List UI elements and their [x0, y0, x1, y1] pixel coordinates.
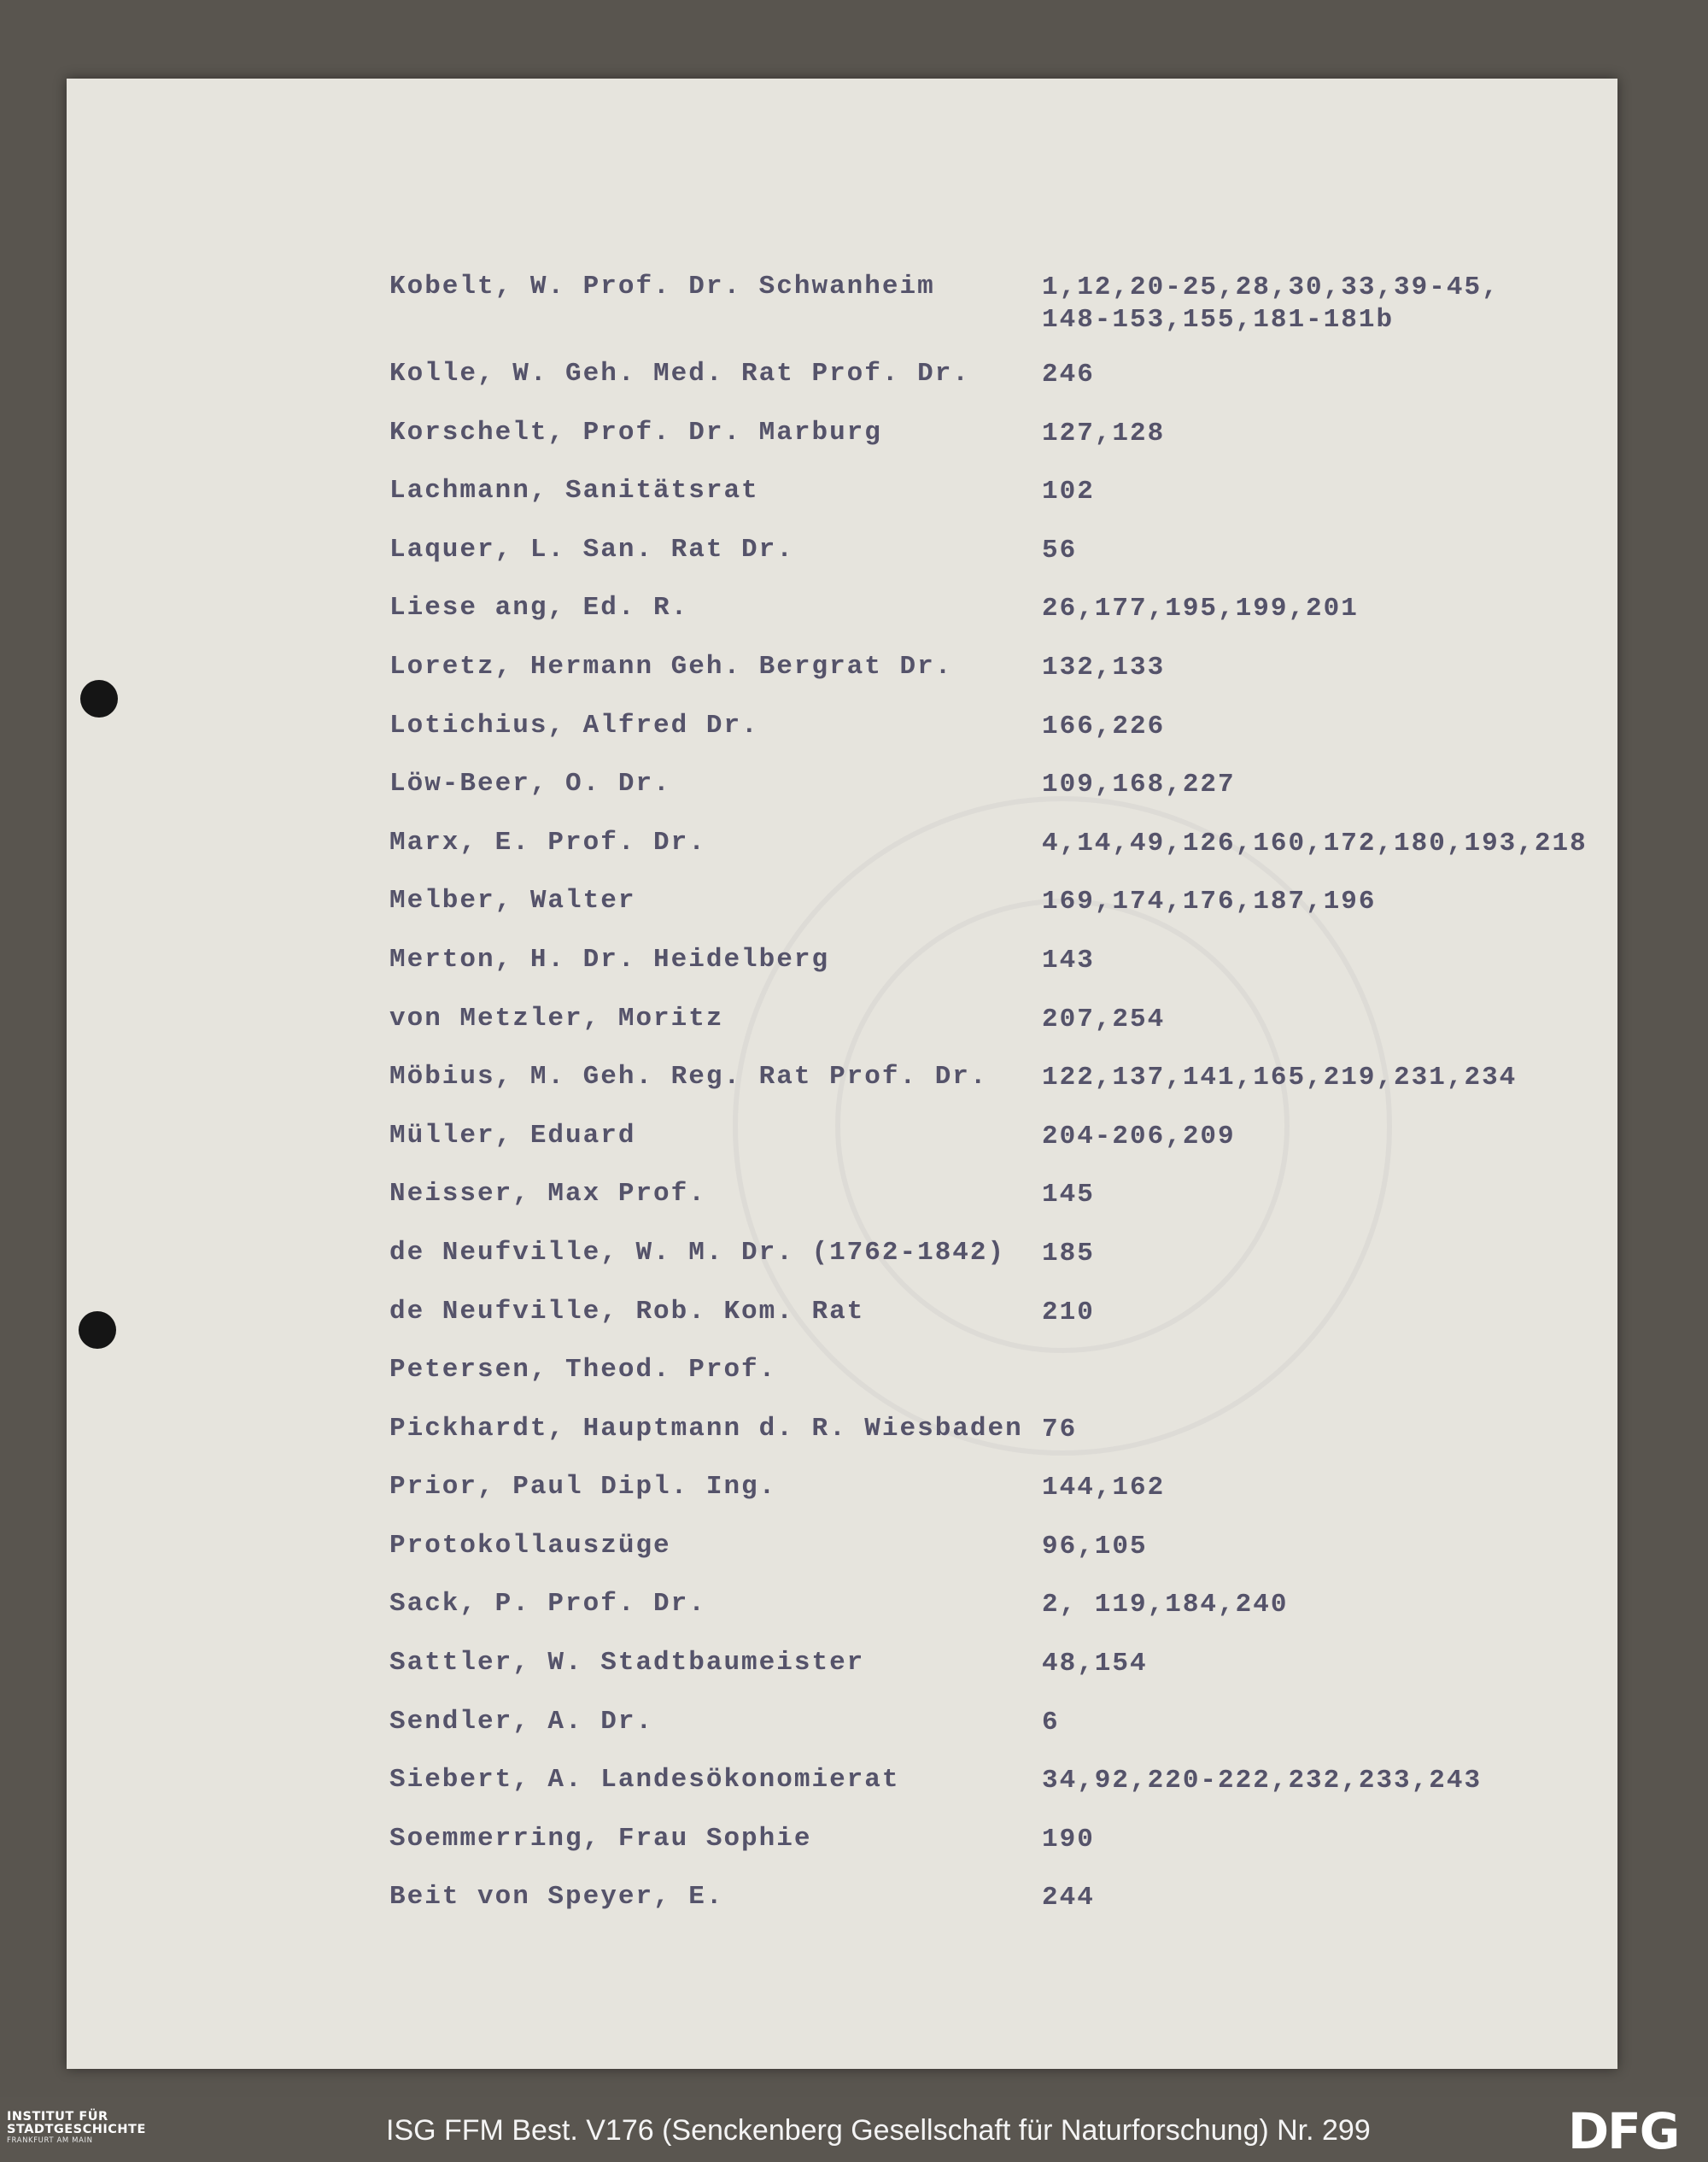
entry-pages-line: 127,128 — [1042, 418, 1166, 448]
institute-logo — [7, 2111, 146, 2145]
entry-name: Sack, P. Prof. Dr. — [389, 1589, 706, 1620]
punch-hole-bottom — [79, 1311, 116, 1349]
entry-pages-line: 185 — [1042, 1238, 1095, 1268]
index-entry — [389, 1355, 1602, 1414]
entry-pages-line: 1,12,20-25,28,30,33,39-45, — [1042, 272, 1500, 302]
name-index-list — [389, 272, 1602, 1941]
entry-name: Möbius, M. Geh. Reg. Rat Prof. Dr. — [389, 1062, 988, 1093]
entry-pages-line: 102 — [1042, 477, 1095, 507]
index-entry — [389, 886, 1602, 945]
index-entry — [389, 1882, 1602, 1941]
entry-name: Pickhardt, Hauptmann d. R. Wiesbaden — [389, 1413, 1023, 1444]
entry-pages-line: 132,133 — [1042, 652, 1166, 683]
entry-pages — [1042, 1297, 1095, 1329]
entry-pages — [1042, 1121, 1236, 1153]
entry-pages-line: 34,92,220-222,232,233,243 — [1042, 1766, 1483, 1796]
entry-pages — [1042, 1765, 1482, 1797]
entry-name: Sendler, A. Dr. — [389, 1706, 654, 1737]
archive-footer — [0, 2097, 1708, 2162]
entry-pages — [1042, 828, 1588, 860]
entry-pages-line: 169,174,176,187,196 — [1042, 887, 1377, 917]
entry-pages-line: 210 — [1042, 1297, 1095, 1327]
entry-pages-line: 122,137,141,165,219,231,234 — [1042, 1063, 1518, 1093]
institute-logo-line3: FRANKFURT AM MAIN — [7, 2136, 93, 2145]
entry-pages-line: 143 — [1042, 945, 1095, 976]
index-entry — [389, 1589, 1602, 1648]
index-entry — [389, 593, 1602, 652]
entry-pages-line: 246 — [1042, 360, 1095, 390]
entry-pages — [1042, 886, 1376, 918]
entry-pages-line: 48,154 — [1042, 1649, 1148, 1679]
index-entry — [389, 1004, 1602, 1063]
entry-pages — [1042, 1004, 1165, 1036]
entry-pages-line: 4,14,49,126,160,172,180,193,218 — [1042, 828, 1588, 858]
entry-name: Kobelt, W. Prof. Dr. Schwanheim — [389, 272, 935, 302]
entry-pages — [1042, 711, 1165, 743]
entry-pages-line: 2, 119,184,240 — [1042, 1590, 1289, 1620]
entry-pages-line: 109,168,227 — [1042, 770, 1236, 800]
dfg-logo: DFG — [1568, 2102, 1679, 2160]
entry-pages — [1042, 1472, 1165, 1504]
institute-logo-line2: STADTGESCHICHTE — [7, 2122, 146, 2136]
entry-pages — [1042, 1589, 1288, 1621]
entry-pages — [1042, 1062, 1517, 1094]
index-entry — [389, 769, 1602, 828]
entry-pages-line: 56 — [1042, 535, 1078, 565]
entry-name: Laquer, L. San. Rat Dr. — [389, 534, 794, 565]
entry-pages — [1042, 418, 1165, 450]
entry-name: Melber, Walter — [389, 886, 636, 917]
index-entry — [389, 1238, 1602, 1297]
entry-name: Sattler, W. Stadtbaumeister — [389, 1648, 865, 1679]
entry-name: Merton, H. Dr. Heidelberg — [389, 944, 830, 975]
entry-name: Prior, Paul Dipl. Ing. — [389, 1472, 777, 1503]
entry-pages-line: 144,162 — [1042, 1473, 1166, 1503]
entry-pages-line: 26,177,195,199,201 — [1042, 594, 1359, 624]
entry-name: Soemmerring, Frau Sophie — [389, 1823, 812, 1854]
entry-pages — [1042, 1648, 1148, 1680]
entry-pages — [1042, 1824, 1095, 1856]
entry-pages-line: 244 — [1042, 1883, 1095, 1913]
entry-name: Beit von Speyer, E. — [389, 1882, 724, 1913]
index-entry — [389, 272, 1602, 359]
archive-caption: ISG FFM Best. V176 (Senckenberg Gesellschaft für Naturforschung) Nr. 299 — [386, 2114, 1371, 2147]
index-entry — [389, 1121, 1602, 1180]
index-entry — [389, 945, 1602, 1004]
entry-name: de Neufville, W. M. Dr. (1762-1842) — [389, 1237, 1006, 1268]
entry-name: Loretz, Hermann Geh. Bergrat Dr. — [389, 651, 953, 682]
entry-pages-line: 76 — [1042, 1414, 1078, 1444]
index-entry — [389, 1414, 1602, 1473]
index-entry — [389, 1765, 1602, 1824]
index-entry — [389, 1179, 1602, 1238]
entry-pages — [1042, 1179, 1095, 1211]
entry-name: Neisser, Max Prof. — [389, 1179, 706, 1210]
index-entry — [389, 418, 1602, 477]
index-entry — [389, 1297, 1602, 1356]
entry-name: Siebert, A. Landesökonomierat — [389, 1765, 900, 1796]
punch-hole-top — [80, 680, 118, 718]
entry-name: von Metzler, Moritz — [389, 1003, 724, 1034]
entry-pages — [1042, 1531, 1148, 1563]
entry-name: Müller, Eduard — [389, 1120, 636, 1151]
entry-pages — [1042, 535, 1077, 567]
entry-name: Liese ang, Ed. R. — [389, 593, 689, 624]
index-entry — [389, 1472, 1602, 1531]
index-entry — [389, 476, 1602, 535]
entry-name: Protokollauszüge — [389, 1530, 671, 1561]
entry-name: Korschelt, Prof. Dr. Marburg — [389, 417, 882, 448]
entry-pages — [1042, 769, 1236, 801]
index-entry — [389, 1707, 1602, 1766]
entry-name: Lachmann, Sanitätsrat — [389, 476, 759, 507]
entry-name: Marx, E. Prof. Dr. — [389, 827, 706, 858]
entry-pages — [1042, 945, 1095, 977]
entry-name: Petersen, Theod. Prof. — [389, 1355, 777, 1386]
entry-pages — [1042, 1238, 1095, 1270]
entry-name: Kolle, W. Geh. Med. Rat Prof. Dr. — [389, 359, 970, 389]
entry-pages — [1042, 1707, 1060, 1739]
index-entry — [389, 828, 1602, 887]
index-entry — [389, 359, 1602, 418]
entry-pages — [1042, 272, 1500, 337]
entry-name: de Neufville, Rob. Kom. Rat — [389, 1296, 865, 1327]
index-entry — [389, 711, 1602, 770]
entry-pages — [1042, 476, 1095, 508]
entry-pages — [1042, 593, 1359, 625]
entry-name: Lotichius, Alfred Dr. — [389, 710, 759, 741]
entry-pages-line: 204-206,209 — [1042, 1121, 1236, 1151]
entry-pages-line: 148-153,155,181-181b — [1042, 305, 1395, 335]
entry-pages-line: 207,254 — [1042, 1004, 1166, 1034]
index-entry — [389, 652, 1602, 711]
entry-pages — [1042, 652, 1165, 684]
index-entry — [389, 1062, 1602, 1121]
institute-logo-line1: INSTITUT FÜR — [7, 2110, 108, 2124]
index-entry — [389, 1648, 1602, 1707]
entry-pages-line: 96,105 — [1042, 1531, 1148, 1561]
entry-pages — [1042, 1414, 1077, 1446]
index-entry — [389, 535, 1602, 594]
entry-pages-line: 190 — [1042, 1824, 1095, 1854]
entry-pages-line: 166,226 — [1042, 711, 1166, 741]
entry-name: Löw-Beer, O. Dr. — [389, 769, 671, 800]
index-entry — [389, 1531, 1602, 1590]
entry-pages — [1042, 359, 1095, 391]
entry-pages — [1042, 1882, 1095, 1914]
entry-pages-line: 6 — [1042, 1707, 1060, 1737]
index-entry — [389, 1824, 1602, 1883]
entry-pages-line: 145 — [1042, 1180, 1095, 1210]
